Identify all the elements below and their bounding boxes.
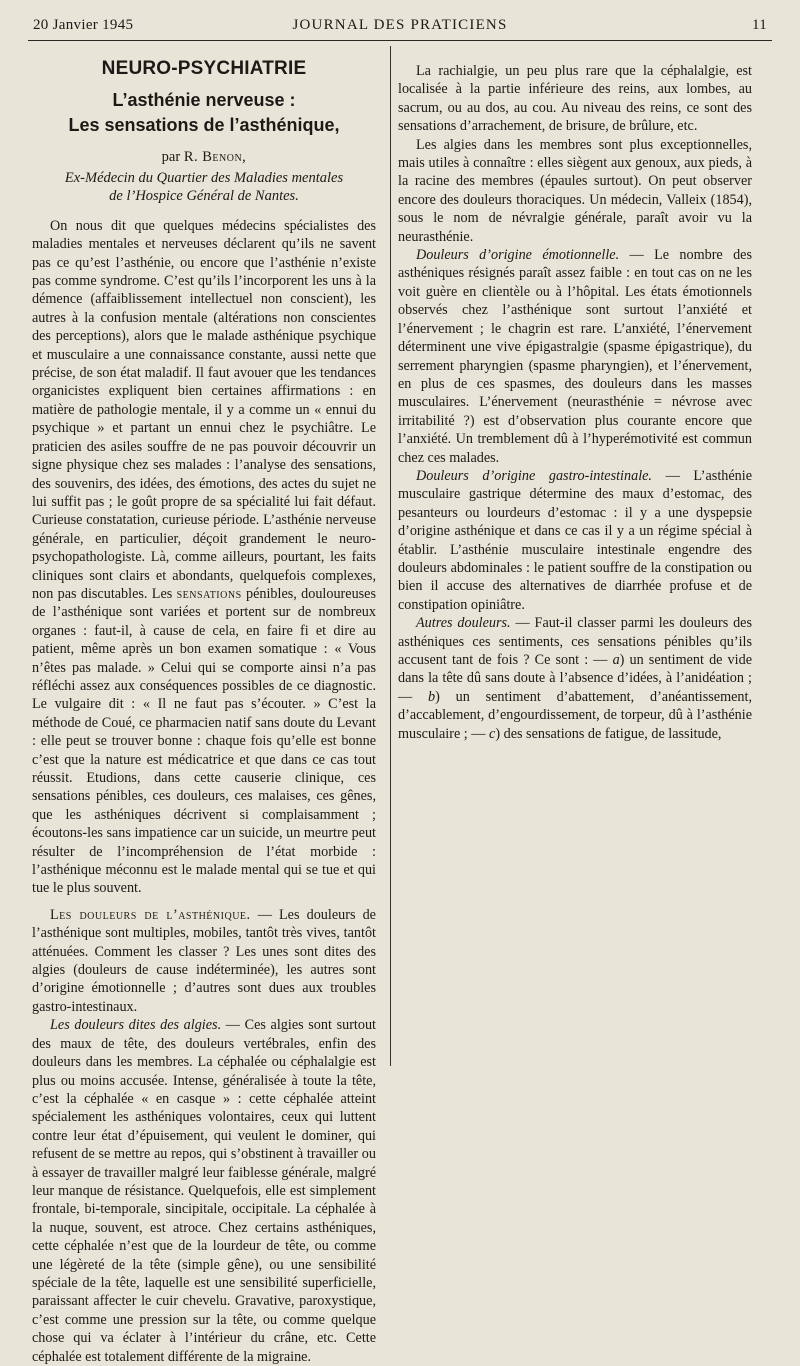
list-letter: a bbox=[612, 652, 620, 668]
subsection-heading: Autres douleurs. bbox=[416, 615, 511, 632]
byline bbox=[32, 148, 376, 166]
left-column bbox=[32, 58, 376, 1366]
article-title bbox=[32, 88, 376, 138]
article-title-line-2: Les sensations de l’asthénique, bbox=[68, 115, 340, 136]
list-letter: c bbox=[489, 725, 496, 742]
paragraph-autres bbox=[398, 614, 752, 743]
paragraph-membres bbox=[398, 136, 752, 246]
paragraph-emotionnelle bbox=[398, 246, 752, 467]
issue-date: 20 Janvier 1945 bbox=[33, 17, 134, 33]
subsection-heading: Les douleurs de l’asthénique. bbox=[50, 906, 251, 923]
section-title: NEURO-PSYCHIATRIE bbox=[101, 58, 307, 79]
paragraph-rachialgie bbox=[398, 62, 752, 136]
author-affiliation bbox=[32, 169, 376, 205]
paragraph-membres-text: Les algies dans les membres sont plus exceptionnelles, mais utiles à connaître : elles siègent aux genoux, aux pieds, à la racine des membres (épaules surtout). On peut observer encore des douleurs thoraciques. Un médecin, Valleix (1854), sous le nom de névralgie générale, paraît avoir vu la neurasthénie. bbox=[398, 136, 752, 245]
byline-by: par bbox=[161, 149, 181, 166]
journal-title: JOURNAL DES PRATICIENS bbox=[292, 17, 508, 33]
page-number: 11 bbox=[751, 17, 767, 33]
paragraph-intro-text-end: pénibles, douloureuses de l’asthénique sont variées et portent sur de nombreux organes : faut-il, à cause de cela, en faire fi et dire au patient, même après un bon examen somatique : « Vous n’êtes pas malade. » Celui qui se comporte ainsi n’a pas réfléchi assez aux conséquences possibles de ce diagnostic. Le vulgaire dit : « Il ne faut pas s’écouter. » C’est la méthode de Coué, ce pharmacien natif sans doute du Levant : elle peut se trouver bonne : chaque fois qu’elle est bonne c’est que la nature est médicatrice et que dans ce cas tout réussit. Etudions, dans cette causerie clinique, ces sensations pénibles, ces douleurs, ces malaises, ces gênes, que les asthéniques décrivent si complaisamment ; écoutons-les sans impatience car un suicide, un meurtre peut résulter de l’incompréhension de l’état morbide : l’asthénique méconnu est le malade mental qui se tue et qui tue le plus souvent. bbox=[32, 585, 377, 897]
paragraph-douleurs bbox=[32, 906, 376, 1016]
paragraph-autres-text: ) un sentiment de vide dans la tête dû sans doute à l’absence d’idées, à l’anidéation ; — bbox=[398, 652, 752, 705]
subsection-heading: Douleurs d’origine gastro-intestinale. bbox=[416, 467, 652, 484]
paragraph-intro-text: On nous dit que quelques médecins spécialistes des maladies mentales et nerveuses déclarent qu’ils ne savent pas ce qu’est l’asthénie, ou encore que l’asthénie n’existe pas comme syndrome. C’est qu’ils l’incorporent les uns à la démence (affaiblissement intellectuel non conscient), les autres à la confusion mentale (altérations non conscientes des perceptions), alors que le malade asthénique psychique et musculaire a une connaissance constante, aussi nette que précise, de son état maladif. Il faut avouer que les tendances organicistes expliquent bien certaines affirmations : en matière de pathologie mentale, il y a comme un « ennui du psychique » et partant un ennui chez le psychiâtre. Le praticien des asiles souffre de ne pas pouvoir découvrir un signe physique chez ses malades : l’analyse des sensations, des souvenirs, des idées, des émotions, des actes du sujet ne lui suffit pas ; le goût propre de sa spécialité lui fait défaut. Curieuse constatation, curieuse période. L’asthénie nerveuse générale, en particulier, déçoit grandement le neuro-psychopathologiste. Là, comme ailleurs, pourtant, les faits cliniques sont clairs et abondants, quelquefois complexes, non pas discutables. Les bbox=[32, 217, 376, 602]
paragraph-gastro bbox=[398, 467, 752, 614]
affiliation-line-1: Ex-Médecin du Quartier des Maladies mentales bbox=[64, 169, 344, 186]
right-column bbox=[398, 62, 752, 743]
paragraph-douleurs-text: — Les douleurs de l’asthénique sont multiples, mobiles, tantôt très vives, tantôt atténuées. Comment les classer ? Les unes sont dites des algies (douleurs de cause indéterminée), les autres sont d’origine émotionnelle ; d’autres sont dues aux troubles gastro-intestinaux. bbox=[32, 906, 376, 1015]
paragraph-rachialgie-text: La rachialgie, un peu plus rare que la céphalalgie, est localisée à la partie inférieure des reins, aux lombes, au sacrum, ou au dos, au cou. Au niveau des reins, ce sont des sensations d’arrachement, de brisure, de brûlure, etc. bbox=[398, 63, 752, 135]
smallcaps-word: sensations bbox=[176, 585, 242, 602]
paragraph-autres-text: ) des sensations de fatigue, de lassitude, bbox=[495, 725, 722, 742]
paragraph-gap bbox=[32, 898, 376, 906]
affiliation-line-2: de l’Hospice Général de Nantes. bbox=[109, 187, 299, 204]
paragraph-autres-text: — Faut-il classer parmi les douleurs des asthéniques ces sentiments, ces sensations pénibles qu’ils accusent tant de fois ? Ce sont : — bbox=[398, 615, 753, 668]
author-name: R. Benon, bbox=[183, 149, 247, 166]
subsection-heading: Douleurs d’origine émotionnelle. bbox=[416, 247, 620, 264]
paragraph-autres-text: ) un sentiment d’abattement, d’anéantissement, d’accablement, d’engourdissement, de torpeur, dû à l’asthénie musculaire ; — bbox=[398, 688, 753, 742]
running-head bbox=[30, 15, 770, 37]
paragraph-algies-text: — Ces algies sont surtout des maux de tête, des douleurs vertébrales, enfin des douleurs dans les membres. La céphalée ou céphalalgie est plus ou moins accusée. Intense, généralisée à toute la tête, c’est la céphalée « en casque » : cette céphalée atteint spécialement les asthéniques volontaires, ceux qui luttent contre leur état d’épuisement, qui veulent le dominer, qui refusent de se mettre au repos, qui s’obstinent à travailler ou à essayer de travailler malgré leur faiblesse générale, malgré leur manque de résistance. Quelquefois, elle est simplement frontale, bi-temporale, sincipitale, occipitale. La céphalée à la nuque, souvent, est atroce. Chez certains asthéniques, cette céphalée n’est que de la lourdeur de tête, ou comme une légèreté de la tête (simple gêne), ou une sensibilité spéciale de la tête, laquelle est une sensibilité superficielle, paraissant affecter le cuir chevelu. Gravative, paroxystique, c’est comme une pression sur la tête, ou comme quelque chose qui va éclater à l’intérieur du crâne, etc. Cette céphalée est totalement différente de la migraine. bbox=[32, 1017, 377, 1365]
paragraph-intro bbox=[32, 217, 376, 898]
column-rule bbox=[390, 46, 391, 1066]
article-title-line-1: L’asthénie nerveuse : bbox=[112, 90, 296, 111]
paragraph-emotionnelle-text: — Le nombre des asthéniques résignés paraît assez faible : en tout cas on ne les voit guère en clientèle ou à l’hôpital. Les états émotionnels observés chez l’asthénique sont surtout l’anxiété et l’énervement ; le chagrin est rare. L’anxiété, l’énervement déterminent une vive épigastralgie (spasme épigastrique), du serrement pharyngien (spasme pharyngien), et l’énervement, en plus de ces spasmes, des douleurs dans les masses musculaires. L’énervement (neurasthénie = névrose avec irritabilité ?) est d’observation plus courante encore que l’anxiété. Un tremblement dû à l’hyperémotivité est commun chez ces malades. bbox=[398, 247, 752, 466]
subsection-heading: Les douleurs dites des algies. bbox=[50, 1017, 222, 1034]
header-rule bbox=[28, 40, 772, 41]
paragraph-gastro-text: — L’asthénie musculaire gastrique détermine des maux d’estomac, des pesanteurs ou lourdeurs d’estomac : il y a une dyspepsie d’origine asthénique et dans ce cas il y a un régime spécial à établir. L’asthénie musculaire intestinale engendre des douleurs abdominales : le patient souffre de la constipation ou bien il accuse des alternatives de diarrhée profuse et de constipation opiniâtre. bbox=[398, 467, 752, 613]
list-letter: b bbox=[428, 688, 436, 705]
